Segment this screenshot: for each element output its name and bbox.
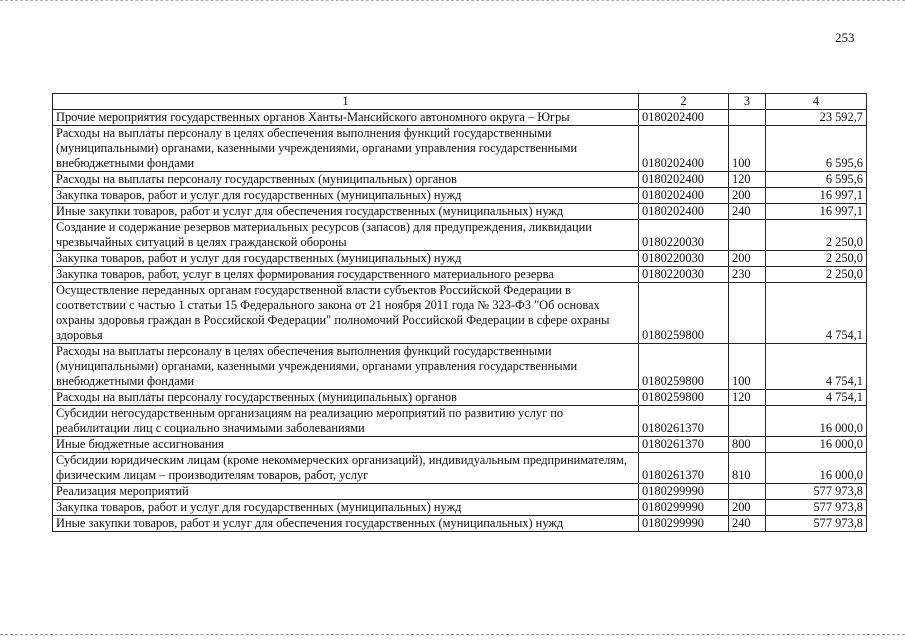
scan-edge-bottom: [0, 634, 905, 635]
header-col-1: 1: [53, 94, 639, 110]
table-row: [53, 344, 867, 390]
row-amount: 4 754,1: [766, 344, 867, 390]
row-description: Закупка товаров, работ, услуг в целях формирования государственного материального резерва: [53, 267, 639, 283]
row-amount: 16 000,0: [766, 406, 867, 437]
row-amount: 577 973,8: [766, 484, 867, 500]
row-amount: 23 592,7: [766, 110, 867, 126]
row-description: Закупка товаров, работ и услуг для государственных (муниципальных) нужд: [53, 251, 639, 267]
row-expense-type: 200: [729, 251, 766, 267]
row-amount: 4 754,1: [766, 390, 867, 406]
row-target-code: 0180259800: [639, 283, 729, 344]
row-expense-type: [729, 283, 766, 344]
row-amount: 577 973,8: [766, 516, 867, 532]
row-target-code: 0180259800: [639, 344, 729, 390]
row-target-code: 0180299990: [639, 516, 729, 532]
row-expense-type: 810: [729, 453, 766, 484]
row-expense-type: 100: [729, 126, 766, 172]
row-expense-type: 800: [729, 437, 766, 453]
table-row: [53, 267, 867, 283]
row-description: Расходы на выплаты персоналу в целях обеспечения выполнения функций государственными (муниципальными) органами, казенными учреждениями, органами управления государственными внебюджетными фондами: [53, 126, 639, 172]
row-amount: 6 595,6: [766, 126, 867, 172]
row-amount: 4 754,1: [766, 283, 867, 344]
table-row: [53, 484, 867, 500]
row-amount: 2 250,0: [766, 251, 867, 267]
row-amount: 577 973,8: [766, 500, 867, 516]
row-amount: 16 000,0: [766, 437, 867, 453]
row-description: Закупка товаров, работ и услуг для государственных (муниципальных) нужд: [53, 500, 639, 516]
row-target-code: 0180202400: [639, 188, 729, 204]
table-row: [53, 500, 867, 516]
row-target-code: 0180202400: [639, 204, 729, 220]
row-target-code: 0180220030: [639, 220, 729, 251]
budget-table: [52, 93, 867, 532]
row-description: Расходы на выплаты персоналу государственных (муниципальных) органов: [53, 390, 639, 406]
row-description: Закупка товаров, работ и услуг для государственных (муниципальных) нужд: [53, 188, 639, 204]
row-expense-type: [729, 484, 766, 500]
table-row: [53, 220, 867, 251]
table-row: [53, 453, 867, 484]
table-row: [53, 516, 867, 532]
row-target-code: 0180259800: [639, 390, 729, 406]
row-amount: 6 595,6: [766, 172, 867, 188]
header-col-4: 4: [766, 94, 867, 110]
header-col-2: 2: [639, 94, 729, 110]
row-target-code: 0180261370: [639, 437, 729, 453]
row-expense-type: 200: [729, 500, 766, 516]
row-amount: 16 997,1: [766, 204, 867, 220]
row-description: Осуществление переданных органам государственной власти субъектов Российской Федерации в соответствии с частью 1 статьи 15 Федерального закона от 21 ноября 2011 года № 323-ФЗ "Об основах охраны здоровья граждан в Российской Федерации" полномочий Российской Федерации в сфере охраны здоровья: [53, 283, 639, 344]
row-target-code: 0180261370: [639, 453, 729, 484]
row-description: Прочие мероприятия государственных органов Ханты-Мансийского автономного округа – Югры: [53, 110, 639, 126]
row-target-code: 0180299990: [639, 500, 729, 516]
row-description: Иные бюджетные ассигнования: [53, 437, 639, 453]
table-row: [53, 283, 867, 344]
row-expense-type: 240: [729, 204, 766, 220]
table-row: [53, 204, 867, 220]
row-amount: 16 997,1: [766, 188, 867, 204]
table-row: [53, 188, 867, 204]
row-description: Реализация мероприятий: [53, 484, 639, 500]
table-row: [53, 251, 867, 267]
table-row: [53, 172, 867, 188]
scan-edge-top: [0, 0, 905, 1]
row-description: Субсидии юридическим лицам (кроме некоммерческих организаций), индивидуальным предпринимателям, физическим лицам – производителям товаров, работ, услуг: [53, 453, 639, 484]
row-description: Расходы на выплаты персоналу государственных (муниципальных) органов: [53, 172, 639, 188]
row-amount: 2 250,0: [766, 220, 867, 251]
row-description: Иные закупки товаров, работ и услуг для обеспечения государственных (муниципальных) нужд: [53, 204, 639, 220]
table-row: [53, 437, 867, 453]
table-row: [53, 110, 867, 126]
row-expense-type: 120: [729, 172, 766, 188]
row-description: Иные закупки товаров, работ и услуг для обеспечения государственных (муниципальных) нужд: [53, 516, 639, 532]
row-expense-type: 230: [729, 267, 766, 283]
table-header-row: [53, 94, 867, 110]
row-description: Субсидии негосударственным организациям на реализацию мероприятий по развитию услуг по реабилитации лиц с социально значимыми заболеваниями: [53, 406, 639, 437]
row-description: Расходы на выплаты персоналу в целях обеспечения выполнения функций государственными (муниципальными) органами, казенными учреждениями, органами управления государственными внебюджетными фондами: [53, 344, 639, 390]
row-target-code: 0180261370: [639, 406, 729, 437]
row-target-code: 0180220030: [639, 251, 729, 267]
row-target-code: 0180220030: [639, 267, 729, 283]
row-amount: 16 000,0: [766, 453, 867, 484]
row-expense-type: [729, 406, 766, 437]
page-number: 253: [835, 30, 855, 45]
row-target-code: 0180299990: [639, 484, 729, 500]
row-expense-type: [729, 110, 766, 126]
row-amount: 2 250,0: [766, 267, 867, 283]
table-row: [53, 126, 867, 172]
row-expense-type: 100: [729, 344, 766, 390]
row-expense-type: 240: [729, 516, 766, 532]
row-target-code: 0180202400: [639, 172, 729, 188]
row-target-code: 0180202400: [639, 126, 729, 172]
row-description: Создание и содержание резервов материальных ресурсов (запасов) для предупреждения, ликвидации чрезвычайных ситуаций в целях гражданской обороны: [53, 220, 639, 251]
header-col-3: 3: [729, 94, 766, 110]
row-expense-type: [729, 220, 766, 251]
table-row: [53, 390, 867, 406]
table-row: [53, 406, 867, 437]
row-expense-type: 200: [729, 188, 766, 204]
row-expense-type: 120: [729, 390, 766, 406]
row-target-code: 0180202400: [639, 110, 729, 126]
